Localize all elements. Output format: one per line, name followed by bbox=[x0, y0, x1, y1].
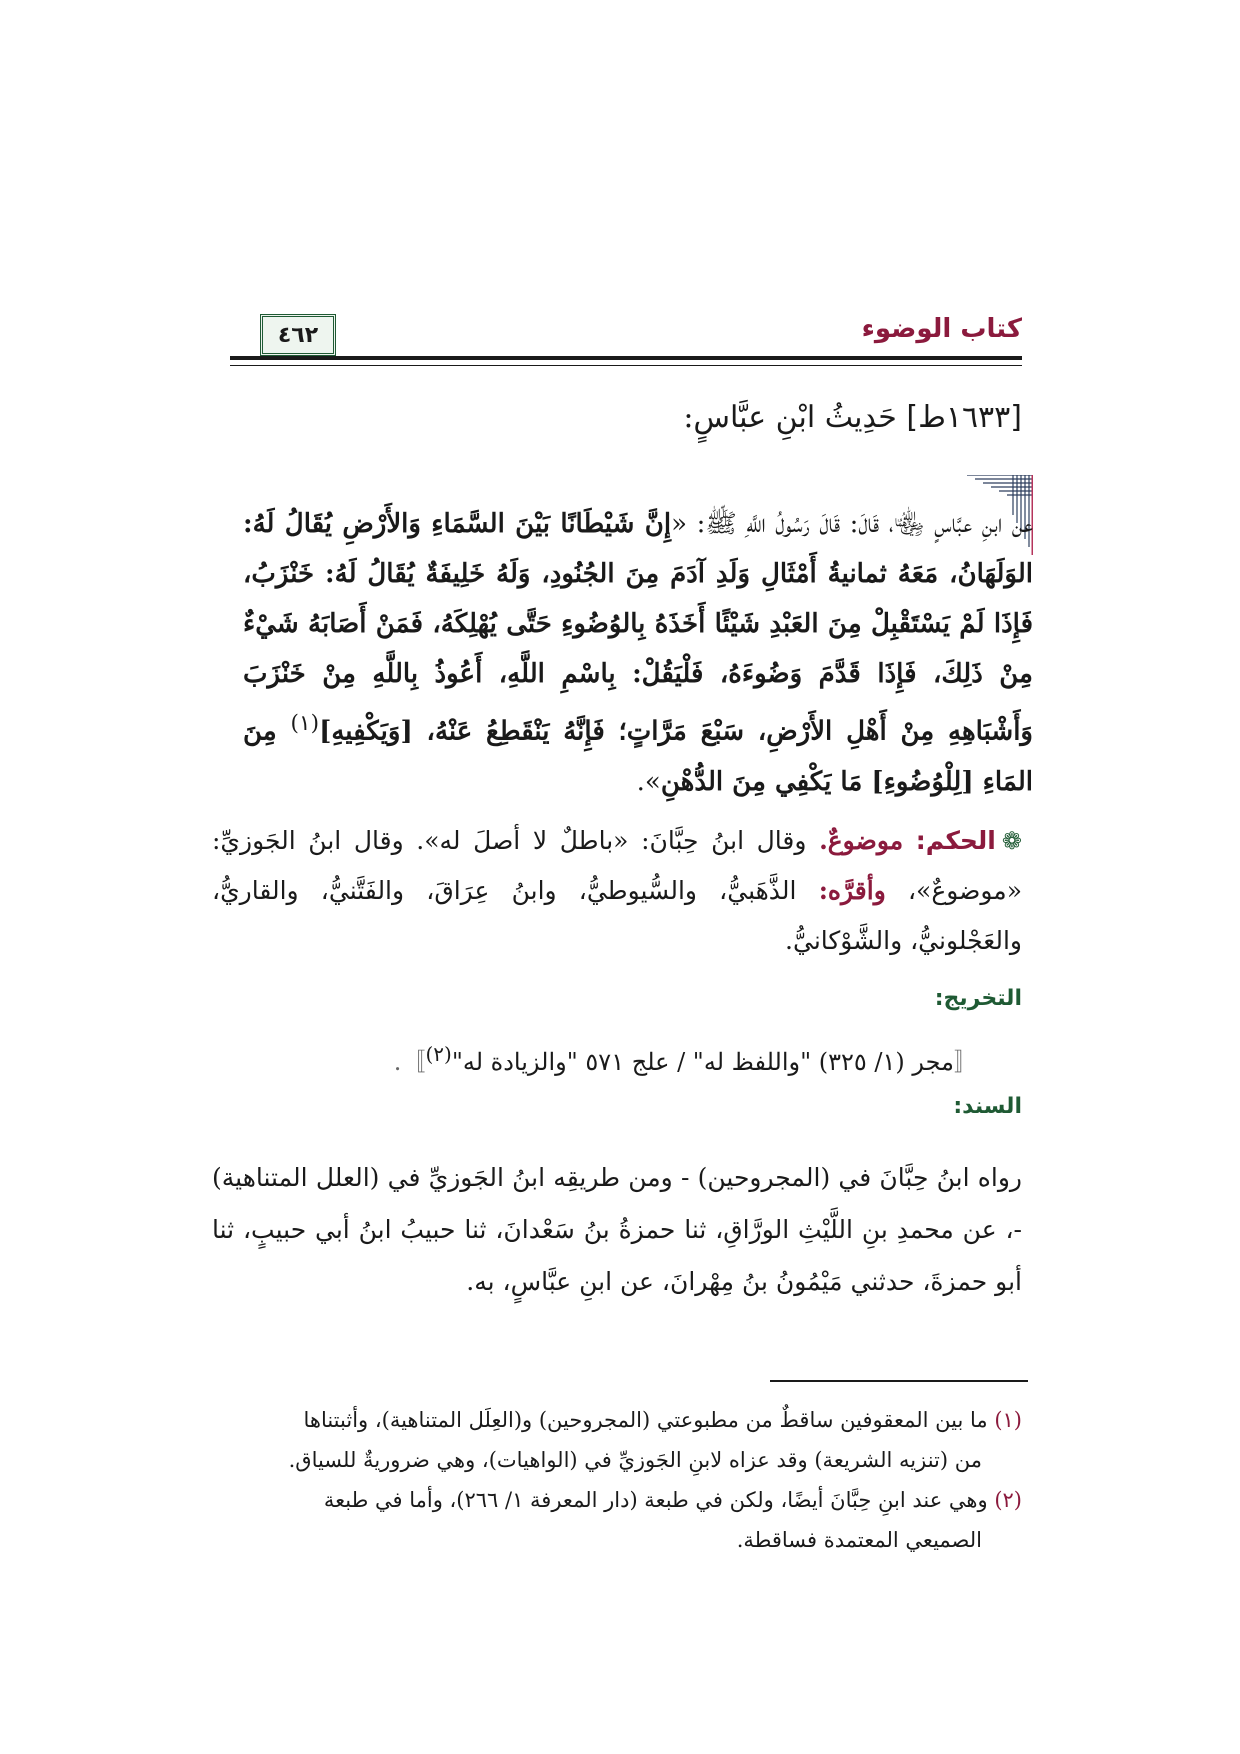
hadith-box bbox=[225, 475, 1033, 795]
hadith-number: [١٦٣٣ط] bbox=[906, 400, 1022, 435]
hadith-body: إِنَّ شَيْطَانًا بَيْنَ السَّمَاءِ وَالأَرْضِ يُقَالُ لَهُ: الوَلَهَانُ، مَعَهُ ثمانيةُ أَمْثَالِ وَلَدِ آدَمَ مِنَ الجُنُودِ، وَلَهُ خَلِيفَةٌ يُقَالُ لَهُ: خَنْزَبُ، فَإِذَا لَمْ يَسْتَقْبِلْ مِنَ العَبْدِ شَيْئًا أَخَذَهُ بِالوُضُوءِ حَتَّى يُهْلِكَهُ، فَمَنْ أَصَابَهُ شَيْءٌ مِنْ ذَلِكَ، فَإِذَا قَدَّمَ وَضُوءَهُ، فَلْيَقُلْ: بِاسْمِ اللَّهِ، أَعُوذُ بِاللَّهِ مِنْ خَنْزَبَ وَأَشْبَاهِهِ مِنْ أَهْلِ الأَرْضِ، سَبْعَ مَرَّاتٍ؛ فَإِنَّهُ يَنْقَطِعُ عَنْهُ، [وَيَكْفِيهِ] bbox=[243, 509, 1033, 747]
hadith-intro: عن ابنِ عبَّاسٍ ﵄، قَالَ: قَالَ رَسُولُ اللَّهِ ﷺ: « bbox=[671, 509, 1033, 539]
footnote-mark: (٢) bbox=[994, 1488, 1022, 1512]
book-title: كتاب الوضوء bbox=[861, 314, 1022, 344]
footnote-1 bbox=[212, 1400, 1022, 1440]
page-header bbox=[230, 310, 1022, 370]
sanad-heading: السند: bbox=[953, 1094, 1022, 1119]
footnote-text: ما بين المعقوفين ساقطٌ من مطبوعتي (المجروحين) و(العِلَل المتناهية)، وأثبتناها bbox=[303, 1408, 988, 1432]
footnote-ref-1: (١) bbox=[290, 711, 320, 736]
footnotes bbox=[212, 1400, 1022, 1560]
footnote-ref-2: (٢) bbox=[425, 1042, 452, 1066]
ruling-text-1: وقال ابنُ حِبَّانَ: «باطلٌ لا أصلَ له». وقال ابنُ الجَوزيِّ: «موضوعٌ»، bbox=[212, 826, 1022, 905]
takhrij-open-bracket: 〚 bbox=[954, 1048, 978, 1076]
page-number-badge: ٤٦٢ bbox=[260, 314, 336, 356]
footnote-1-continuation: من (تنزيه الشريعة) وقد عزاه لابنِ الجَوزيِّ في (الواهيات)، وهي ضروريةٌ للسياق. bbox=[288, 1448, 982, 1472]
approved-label: وأقرَّه: bbox=[818, 876, 886, 905]
ruling-text-2: الذَّهَبيُّ، والسُّيوطيُّ، وابنُ عِرَاقَ، والفَتَّنيُّ، والقاريُّ، والعَجْلونيُّ، والشَّوْكانيُّ. bbox=[212, 876, 1022, 955]
ruling-label: الحكم: bbox=[915, 826, 996, 855]
ruling-paragraph bbox=[212, 816, 1022, 966]
hadith-heading bbox=[683, 400, 1022, 435]
takhrij-close-bracket: 〛. bbox=[393, 1048, 426, 1076]
takhrij-heading: التخريج: bbox=[934, 986, 1022, 1011]
takhrij-line bbox=[394, 1042, 978, 1077]
header-rule bbox=[230, 356, 1022, 366]
footnote-2 bbox=[212, 1480, 1022, 1520]
hadith-text bbox=[243, 499, 1033, 807]
flower-ornament-icon: ❁ bbox=[1001, 827, 1022, 855]
hadith-body-end: مِنَ المَاءِ [لِلْوُضُوءِ] مَا يَكْفِي مِنَ الدُّهْنِ bbox=[243, 716, 1033, 797]
hadith-closing: ». bbox=[636, 766, 661, 797]
footnote-text: وهي عند ابنِ حِبَّانَ أيضًا، ولكن في طبعة (دار المعرفة ١/ ٢٦٦)، وأما في طبعة bbox=[323, 1488, 988, 1512]
footnote-2-continuation: الصميعي المعتمدة فساقطة. bbox=[736, 1528, 982, 1552]
takhrij-text: مجر (١/ ٣٢٥) "واللفظ له" / علج ٥٧١ "والزيادة له" bbox=[451, 1048, 954, 1076]
hadith-title: حَدِيثُ ابْنِ عبَّاسٍ: bbox=[683, 400, 897, 435]
footnote-mark: (١) bbox=[994, 1408, 1022, 1432]
footnote-divider bbox=[770, 1380, 1028, 1382]
sanad-paragraph: رواه ابنُ حِبَّانَ في (المجروحين) - ومن طريقِه ابنُ الجَوزيِّ في (العلل المتناهية) -، عن محمدِ بنِ اللَّيْثِ الورَّاقِ، ثنا حمزةُ بنُ سَعْدانَ، ثنا حبيبُ ابنُ أبي حبيبٍ، ثنا أبو حمزةَ، حدثني مَيْمُونُ بنُ مِهْرانَ، عن ابنِ عبَّاسٍ، به. bbox=[212, 1163, 1022, 1296]
ruling-verdict: موضوعٌ. bbox=[819, 826, 904, 855]
